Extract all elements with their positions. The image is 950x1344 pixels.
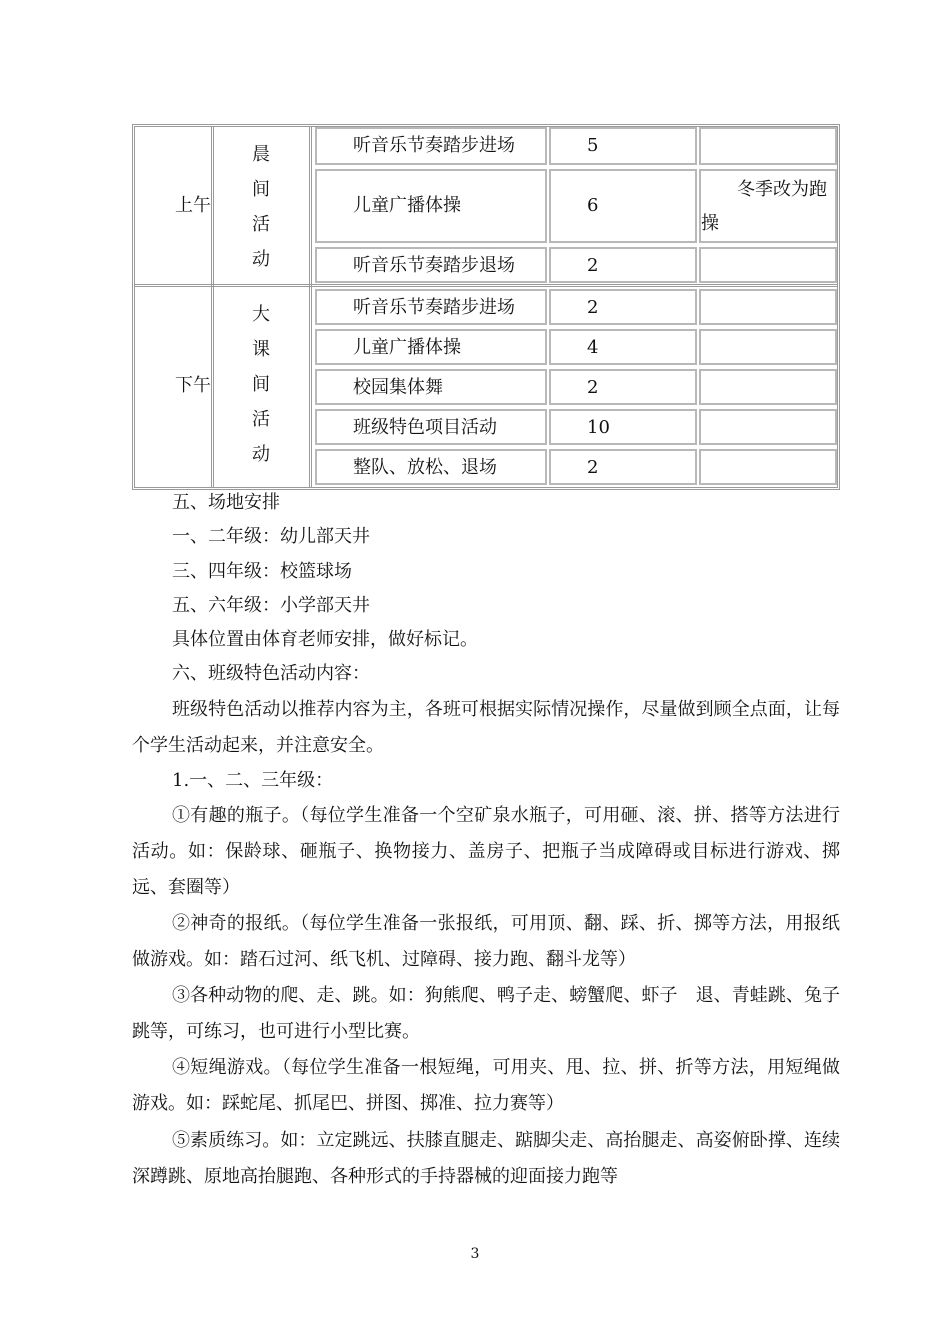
- segment-morning: [241, 137, 281, 277]
- segment-char: 活: [252, 409, 270, 430]
- table-cell-minutes: 2: [549, 247, 697, 283]
- schedule-table: [132, 124, 840, 490]
- segment-char: 间: [252, 374, 270, 395]
- segment-char: 活: [252, 214, 270, 235]
- grade-heading: 1.一、二、三年级：: [172, 770, 334, 791]
- activity-item: ①有趣的瓶子。（每位学生准备一个空矿泉水瓶子，可用砸、滚、拼、搭等方法进行活动。如：保龄球、砸瓶子、换物接力、盖房子、把瓶子当成障碍或目标进行游戏、掷远、套圈等）: [132, 805, 840, 898]
- intro-paragraph: 班级特色活动以推荐内容为主，各班可根据实际情况操作，尽量做到顾全点面，让每个学生活动起来，并注意安全。: [132, 699, 840, 756]
- table-cell-note: [699, 449, 837, 485]
- table-cell-activity: 校园集体舞: [315, 369, 547, 405]
- table-cell-activity: 儿童广播体操: [315, 169, 547, 243]
- venue-note: 具体位置由体育老师安排，做好标记。: [172, 629, 478, 650]
- table-cell-note: [699, 247, 837, 283]
- section-heading-venue: 五、场地安排: [172, 492, 280, 513]
- table-cell-minutes: 2: [549, 369, 697, 405]
- activity-item: ⑤素质练习。如：立定跳远、扶膝直腿走、踮脚尖走、高抬腿走、高姿俯卧撑、连续深蹲跳、原地高抬腿跑、各种形式的手持器械的迎面接力跑等: [132, 1130, 840, 1187]
- table-cell-minutes: 10: [549, 409, 697, 445]
- segment-char: 课: [252, 339, 270, 360]
- section-heading-activities: 六、班级特色活动内容：: [172, 663, 370, 684]
- table-cell-activity: 整队、放松、退场: [315, 449, 547, 485]
- venue-line: 一、二年级：幼儿部天井: [172, 526, 370, 547]
- table-cell-note: [699, 289, 837, 325]
- table-cell-activity: 班级特色项目活动: [315, 409, 547, 445]
- activity-item: ③各种动物的爬、走、跳。如：狗熊爬、鸭子走、螃蟹爬、虾子 退、青蛙跳、兔子跳等，可练习，也可进行小型比赛。: [132, 985, 840, 1042]
- table-cell-note: [699, 369, 837, 405]
- table-cell-minutes: 5: [549, 127, 697, 165]
- table-cell-minutes: 2: [549, 449, 697, 485]
- segment-char: 晨: [252, 144, 270, 165]
- table-cell-note: [699, 409, 837, 445]
- table-cell-minutes: 6: [549, 169, 697, 243]
- table-cell-activity: 儿童广播体操: [315, 329, 547, 365]
- segment-char: 动: [252, 444, 270, 465]
- table-cell-note: [699, 127, 837, 165]
- table-cell-note: 冬季改为跑操: [699, 169, 837, 243]
- table-cell-note: [699, 329, 837, 365]
- segment-char: 动: [252, 249, 270, 270]
- period-morning: 上午: [175, 195, 211, 216]
- activity-item: ②神奇的报纸。（每位学生准备一张报纸，可用顶、翻、踩、折、掷等方法，用报纸做游戏。如：踏石过河、纸飞机、过障碍、接力跑、翻斗龙等）: [132, 913, 840, 970]
- table-divider: [135, 284, 837, 287]
- venue-line: 五、六年级：小学部天井: [172, 595, 370, 616]
- table-cell-activity: 听音乐节奏踏步进场: [315, 127, 547, 165]
- table-divider: [309, 127, 312, 487]
- segment-char: 间: [252, 179, 270, 200]
- table-cell-minutes: 2: [549, 289, 697, 325]
- activity-item: ④短绳游戏。（每位学生准备一根短绳，可用夹、甩、拉、拼、折等方法，用短绳做游戏。如：踩蛇尾、抓尾巴、拼图、掷准、拉力赛等）: [132, 1057, 840, 1114]
- table-cell-activity: 听音乐节奏踏步进场: [315, 289, 547, 325]
- page-number: 3: [470, 1246, 480, 1262]
- table-cell-activity: 听音乐节奏踏步退场: [315, 247, 547, 283]
- segment-afternoon: [241, 297, 281, 472]
- table-cell-minutes: 4: [549, 329, 697, 365]
- segment-char: 大: [252, 304, 270, 325]
- venue-line: 三、四年级：校篮球场: [172, 561, 352, 582]
- table-divider: [211, 127, 214, 487]
- period-afternoon: 下午: [175, 375, 211, 396]
